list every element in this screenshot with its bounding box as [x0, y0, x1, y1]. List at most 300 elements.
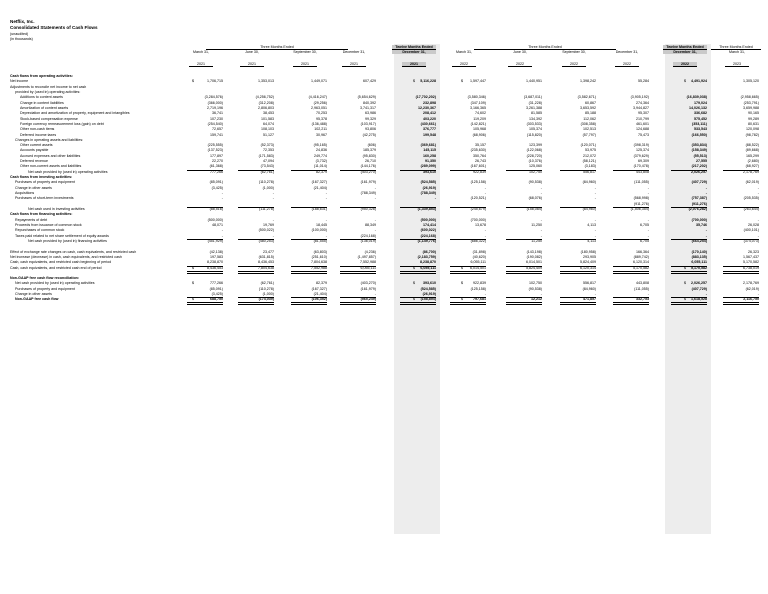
table-cell: 105,968 — [473, 127, 486, 132]
table-cell: 75,473 — [638, 132, 649, 137]
subtotal-rule — [506, 239, 542, 240]
table-cell: (3,284,576) — [204, 95, 223, 100]
table-cell: (369,681) — [420, 143, 436, 148]
units-note: (in thousands) — [10, 37, 33, 41]
table-cell: (21,404) — [313, 292, 327, 297]
table-cell: 80,631 — [748, 121, 759, 126]
row-label: Cash flows from operating activities: — [10, 74, 73, 78]
table-cell: (84,960) — [582, 180, 596, 185]
table-cell: (631,815) — [258, 254, 274, 259]
table-cell: (1,149,776) — [417, 238, 436, 243]
table-cell: (62,019) — [745, 286, 759, 291]
table-cell: 556,817 — [583, 169, 596, 174]
column-year-header: 2021 — [342, 62, 366, 67]
subtotal-rule — [340, 207, 376, 208]
column-date-header: March 31, — [193, 50, 209, 54]
table-cell: (568,998) — [633, 196, 649, 201]
table-cell: - — [594, 185, 596, 190]
column-date-header: December 31, — [615, 50, 639, 54]
column-year-header: 2022 — [673, 62, 697, 67]
period-group-header: Three Months Ended — [474, 45, 616, 50]
table-cell: 102,750 — [529, 281, 542, 286]
table-cell: (90,538) — [528, 180, 542, 185]
table-cell: (524,585) — [420, 286, 436, 291]
table-cell: (403,270) — [360, 169, 376, 174]
subtotal-rule — [238, 170, 274, 171]
table-cell: 105,374 — [529, 127, 542, 132]
table-cell: 4,113 — [587, 238, 596, 243]
column-date-header: December 31, — [663, 50, 707, 54]
table-cell: 6,055,111 — [691, 260, 707, 265]
table-cell: (158,084) — [526, 207, 542, 211]
table-cell: 212,072 — [583, 153, 596, 158]
table-cell: 123,399 — [529, 143, 542, 148]
table-cell: 63,986 — [365, 111, 376, 116]
table-cell: (245,679) — [470, 207, 486, 211]
column-date-header: September 30, — [562, 50, 586, 54]
table-cell: (686,322) — [470, 238, 486, 243]
table-cell: (224,168) — [420, 233, 436, 238]
table-cell: (253,791) — [743, 100, 759, 105]
table-cell: 47,094 — [263, 159, 274, 164]
table-cell: 179,024 — [694, 100, 707, 105]
subtotal-rule — [613, 170, 649, 171]
table-cell: (40,620) — [472, 254, 486, 259]
table-cell: (700,000) — [470, 217, 486, 222]
table-cell: - — [757, 292, 759, 297]
table-cell: - — [647, 185, 649, 190]
table-cell: 6,014,501 — [470, 265, 486, 270]
table-cell: (100,000) — [311, 228, 327, 233]
table-cell: 6,055,111 — [470, 260, 486, 265]
row-label: Adjustments to reconcile net income to net cash — [10, 84, 87, 89]
table-cell: (4,256,752) — [255, 95, 274, 100]
table-cell: (166,550) — [691, 132, 707, 137]
subtotal-rule — [560, 297, 596, 298]
table-cell: (398,319) — [633, 143, 649, 148]
dollar-sign: $ — [461, 79, 463, 84]
table-cell: 174,414 — [423, 222, 436, 227]
subtotal-rule — [613, 207, 649, 208]
table-cell: - — [647, 191, 649, 196]
table-cell: 6,055,111 — [420, 265, 436, 270]
table-cell: - — [325, 217, 327, 222]
table-cell: (4,236) — [364, 249, 376, 254]
table-cell: 165,299 — [746, 153, 759, 158]
table-cell: 26,710 — [365, 159, 376, 164]
table-cell: 7,804,638 — [311, 260, 327, 265]
table-cell: (2,183,759) — [417, 254, 436, 259]
row-label: Net cash used in investing activities — [28, 207, 85, 211]
table-cell: (188,631) — [311, 207, 327, 211]
table-cell: 393,610 — [423, 281, 436, 286]
row-label: Acquisitions — [15, 191, 35, 196]
table-cell: 102,750 — [529, 169, 542, 174]
table-cell: 199,548 — [423, 132, 436, 137]
table-cell: 607,429 — [363, 79, 376, 84]
table-cell: (347,109) — [470, 100, 486, 105]
row-label: Additions to content assets — [20, 95, 63, 100]
table-cell: (407,729) — [691, 286, 707, 291]
row-label: Non-GAAP free cash flow reconciliation: — [10, 276, 80, 281]
column-year-header: 2021 — [189, 62, 213, 67]
table-cell: 53,975 — [585, 148, 596, 153]
table-cell: (85,091) — [209, 286, 223, 291]
table-cell: (111,055) — [634, 286, 649, 291]
row-label: Other current assets — [20, 143, 53, 148]
subtotal-rule — [671, 297, 707, 298]
table-cell: 274,364 — [636, 100, 649, 105]
table-cell: - — [647, 292, 649, 297]
subtotal-rule — [613, 266, 649, 267]
column-year-header: 2021 — [402, 62, 426, 67]
table-cell: (16,839,038) — [686, 95, 707, 100]
table-cell: (85,091) — [209, 180, 223, 185]
table-cell: 5,170,582 — [743, 260, 759, 265]
subtotal-rule — [187, 207, 223, 208]
table-cell: (170,478) — [633, 164, 649, 169]
table-cell: 5,170,582 — [691, 265, 707, 270]
table-cell: 1,305,120 — [743, 79, 759, 84]
table-cell: 293,905 — [583, 254, 596, 259]
table-cell: (89,668) — [745, 148, 759, 153]
table-cell: 1,398,242 — [580, 79, 596, 84]
table-cell: (451,929) — [207, 238, 223, 243]
total-double-rule — [340, 302, 376, 305]
row-label: Non-GAAP free cash flow — [15, 297, 59, 302]
table-cell: 13,678 — [475, 222, 486, 227]
subtotal-rule — [238, 239, 274, 240]
table-cell: (98,782) — [745, 132, 759, 137]
table-cell: 120,098 — [746, 127, 759, 132]
subtotal-rule — [450, 297, 486, 298]
table-cell: 11,250 — [531, 222, 542, 227]
table-cell: 5,170,582 — [633, 265, 649, 270]
table-cell: 60,867 — [585, 100, 596, 105]
row-label: provided by (used in) operating activities: — [15, 89, 81, 94]
table-cell: - — [594, 217, 596, 222]
table-cell: - — [705, 228, 707, 233]
table-cell: (42,138) — [209, 249, 223, 254]
row-label: Net cash provided by (used in) operating activities — [28, 169, 108, 174]
table-cell: - — [540, 233, 542, 238]
dollar-sign: $ — [413, 79, 415, 84]
total-double-rule — [506, 302, 542, 305]
table-cell: 64,074 — [263, 121, 274, 126]
table-cell: - — [374, 292, 376, 297]
table-cell: 72,353 — [263, 148, 274, 153]
table-cell: (115,820) — [526, 132, 542, 137]
table-cell: (144,176) — [360, 164, 376, 169]
table-cell: 2,178,769 — [743, 281, 759, 286]
table-cell: 1,706,715 — [207, 79, 223, 84]
subtotal-rule — [613, 297, 649, 298]
subtotal-rule — [723, 297, 759, 298]
table-cell: (10,376) — [528, 159, 542, 164]
row-label: Purchases of short-term investments — [15, 196, 74, 201]
table-cell: (88,516) — [209, 207, 223, 211]
table-cell: 12,230,367 — [418, 105, 436, 110]
table-cell: - — [594, 228, 596, 233]
row-label: Accrued expenses and other liabilities — [20, 153, 81, 158]
table-cell: 125,060 — [529, 164, 542, 169]
table-cell: (788,349) — [360, 191, 376, 196]
subtotal-rule — [340, 297, 376, 298]
table-cell: (254,540) — [207, 121, 223, 126]
unaudited-note: (unaudited) — [10, 32, 29, 36]
table-cell: 777,266 — [210, 169, 223, 174]
table-cell: 403,220 — [423, 116, 436, 121]
table-cell: 922,839 — [473, 169, 486, 174]
table-cell: 107,230 — [210, 116, 223, 121]
subtotal-rule — [450, 239, 486, 240]
table-cell: - — [272, 217, 274, 222]
table-cell: (161,979) — [360, 180, 376, 185]
table-cell: - — [484, 191, 486, 196]
dollar-sign: $ — [413, 297, 415, 302]
table-cell: (757,387) — [691, 196, 707, 201]
table-cell: (42,275) — [362, 132, 376, 137]
table-cell: (61,368) — [209, 164, 223, 169]
dollar-sign: $ — [192, 79, 194, 84]
table-cell: 6,738,019 — [743, 265, 759, 270]
table-cell: - — [484, 233, 486, 238]
row-label: Change in other assets — [15, 292, 52, 297]
table-cell: 48,071 — [212, 222, 223, 227]
table-cell: (95,830) — [362, 153, 376, 158]
table-cell: (5,654,629) — [357, 95, 376, 100]
table-cell: - — [221, 191, 223, 196]
subtotal-rule — [723, 207, 759, 208]
table-cell: - — [594, 191, 596, 196]
table-cell: - — [272, 196, 274, 201]
table-cell: - — [325, 233, 327, 238]
table-cell: - — [325, 196, 327, 201]
column-year-header: 2022 — [615, 62, 639, 67]
table-cell: 11,250 — [531, 238, 542, 243]
table-cell: 124,688 — [636, 127, 649, 132]
table-cell: (263,644) — [743, 207, 759, 211]
table-cell: (26,919) — [422, 292, 436, 297]
subtotal-rule — [671, 170, 707, 171]
table-cell: 12,212 — [531, 297, 542, 302]
subtotal-rule — [450, 266, 486, 267]
table-cell: - — [484, 228, 486, 233]
subtotal-rule — [506, 170, 542, 171]
table-cell: 134,392 — [529, 116, 542, 121]
table-cell: (788,349) — [420, 191, 436, 196]
table-cell: (911,276) — [691, 201, 707, 206]
table-cell: - — [221, 196, 223, 201]
row-label: Cash, cash equivalents, and restricted cash beginning of period — [10, 260, 112, 265]
subtotal-rule — [671, 239, 707, 240]
table-row — [0, 297, 768, 302]
subtotal-rule — [291, 239, 327, 240]
subtotal-rule — [187, 239, 223, 240]
table-cell: 26,028 — [748, 222, 759, 227]
column-year-header: 2022 — [562, 62, 586, 67]
table-cell: (1,506,354) — [630, 207, 649, 211]
table-cell: - — [757, 233, 759, 238]
table-cell: - — [647, 217, 649, 222]
subtotal-rule — [671, 207, 707, 208]
table-cell: (3,687,011) — [523, 95, 542, 100]
row-label: Repurchases of common stock — [15, 228, 65, 233]
table-cell: (73,543) — [260, 164, 274, 169]
table-cell: - — [325, 191, 327, 196]
table-cell: 8,436,453 — [258, 260, 274, 265]
table-cell: (62,761) — [260, 169, 274, 174]
table-cell: (379,629) — [633, 153, 649, 158]
table-cell: (122,068) — [526, 148, 542, 153]
table-cell: (62,761) — [260, 281, 274, 286]
row-label: Cash, cash equivalents, and restricted cash end of period — [10, 265, 102, 270]
table-cell: - — [705, 191, 707, 196]
table-cell: 91,350 — [425, 159, 436, 164]
table-cell: 575,452 — [694, 116, 707, 121]
table-cell: 70,253 — [316, 111, 327, 116]
table-cell: 2,026,257 — [691, 281, 707, 286]
table-cell: (911,276) — [633, 201, 649, 206]
table-cell: (120,521) — [470, 196, 486, 201]
subtotal-rule — [723, 239, 759, 240]
table-cell: 3,944,827 — [633, 105, 649, 110]
table-cell: 185,379 — [363, 148, 376, 153]
row-label: Depreciation and amortization of property, equipment and intangibles — [20, 111, 130, 116]
subtotal-rule — [340, 170, 376, 171]
table-cell: (565,249) — [360, 297, 376, 302]
column-year-header: 2022 — [452, 62, 476, 67]
table-cell: 3,261,388 — [526, 105, 542, 110]
table-cell: 2,116,750 — [743, 297, 759, 302]
table-cell: 18,445 — [316, 222, 327, 227]
table-cell: 108,103 — [261, 127, 274, 132]
table-cell: (606) — [367, 143, 376, 148]
row-label: Stock-based compensation expense — [20, 116, 78, 121]
row-label: Net cash provided by (used in) operating activities — [15, 281, 95, 286]
dollar-sign: $ — [461, 281, 463, 286]
dollar-sign: $ — [684, 297, 686, 302]
table-cell: 102,513 — [583, 127, 596, 132]
column-date-header: June 30, — [245, 50, 259, 54]
table-cell: 51,127 — [263, 132, 274, 137]
table-cell: (3,580,346) — [467, 95, 486, 100]
total-double-rule — [613, 302, 649, 305]
subtotal-rule — [613, 239, 649, 240]
table-cell: 1,567,437 — [743, 254, 759, 259]
table-cell: 7,552,988 — [311, 265, 327, 270]
table-cell: - — [594, 233, 596, 238]
table-cell: 2,178,769 — [743, 169, 759, 174]
subtotal-rule — [291, 297, 327, 298]
table-cell: 3,653,592 — [580, 105, 596, 110]
row-label: Changes in operating assets and liabilities: — [15, 137, 84, 142]
table-cell: 3,741,317 — [360, 105, 376, 110]
table-cell: 14,026,132 — [689, 105, 707, 110]
table-cell: (217,202) — [691, 164, 707, 169]
table-cell: (103,917) — [360, 121, 376, 126]
total-double-rule — [400, 302, 436, 305]
table-cell: 27,555 — [696, 159, 707, 164]
table-cell: (171,583) — [258, 153, 274, 158]
table-cell: 95,307 — [638, 111, 649, 116]
table-cell: - — [647, 228, 649, 233]
table-cell: 160,258 — [423, 153, 436, 158]
total-double-rule — [238, 302, 274, 305]
period-group-header: Twelve Months Ended — [392, 45, 436, 50]
table-cell: 82,379 — [316, 169, 327, 174]
table-cell: 38,453 — [263, 111, 274, 116]
table-cell: (3,425) — [211, 185, 223, 190]
table-cell: - — [374, 185, 376, 190]
table-cell: 7,552,988 — [360, 260, 376, 265]
table-cell: 840,392 — [363, 100, 376, 105]
table-cell: - — [594, 196, 596, 201]
table-cell: (136,019) — [360, 238, 376, 243]
table-cell: 2,026,257 — [691, 169, 707, 174]
table-cell: (400,101) — [743, 228, 759, 233]
table-cell: 159,741 — [210, 132, 223, 137]
subtotal-rule — [506, 297, 542, 298]
table-cell: - — [374, 228, 376, 233]
table-cell: (353,111) — [692, 121, 707, 126]
table-cell: 6,120,314 — [633, 260, 649, 265]
table-cell: 6,705 — [640, 222, 649, 227]
column-date-header: March 31, — [729, 50, 745, 54]
table-cell: 26,743 — [475, 159, 486, 164]
dollar-sign: $ — [192, 297, 194, 302]
table-cell: 7,804,638 — [258, 265, 274, 270]
row-label: Foreign currency remeasurement loss (gain) on debt — [20, 121, 104, 126]
table-cell: - — [221, 228, 223, 233]
column-date-header: June 30, — [513, 50, 527, 54]
table-cell: 5,824,409 — [580, 260, 596, 265]
table-cell: (1,000) — [262, 292, 274, 297]
table-cell: (500,000) — [420, 217, 436, 222]
table-cell: (167,327) — [311, 180, 327, 185]
table-cell: 6,120,314 — [580, 265, 596, 270]
row-label: Change in other assets — [15, 185, 52, 190]
subtotal-rule — [506, 207, 542, 208]
table-cell: (88,522) — [745, 143, 759, 148]
table-cell: 393,610 — [423, 169, 436, 174]
table-cell: (86,700) — [422, 249, 436, 254]
table-cell: 99,329 — [365, 116, 376, 121]
row-label: Change in content liabilities — [20, 100, 64, 105]
table-cell: 556,817 — [583, 281, 596, 286]
table-cell: 461,601 — [636, 121, 649, 126]
table-cell: (251,610) — [311, 254, 327, 259]
table-cell: 93,806 — [365, 127, 376, 132]
subtotal-rule — [560, 207, 596, 208]
dollar-sign: $ — [413, 265, 415, 270]
subtotal-rule — [340, 239, 376, 240]
subtotal-rule — [723, 266, 759, 267]
table-cell: (308,358) — [580, 121, 596, 126]
row-label: Net cash provided by (used in) financing activities — [28, 238, 107, 243]
row-label: Other non-cash items — [20, 127, 55, 132]
row-label: Net increase (decrease) in cash, cash equivalents, and restricted cash — [10, 254, 122, 259]
table-cell: (374,073) — [743, 238, 759, 243]
subtotal-rule — [291, 170, 327, 171]
row-label: Amortization of content assets — [20, 105, 69, 110]
table-cell: 101,583 — [261, 116, 274, 121]
table-cell: 5,824,409 — [526, 265, 542, 270]
table-cell: - — [757, 185, 759, 190]
table-cell: (3,732) — [315, 159, 327, 164]
subtotal-rule — [400, 207, 436, 208]
row-label: Purchases of property and equipment — [15, 286, 75, 291]
